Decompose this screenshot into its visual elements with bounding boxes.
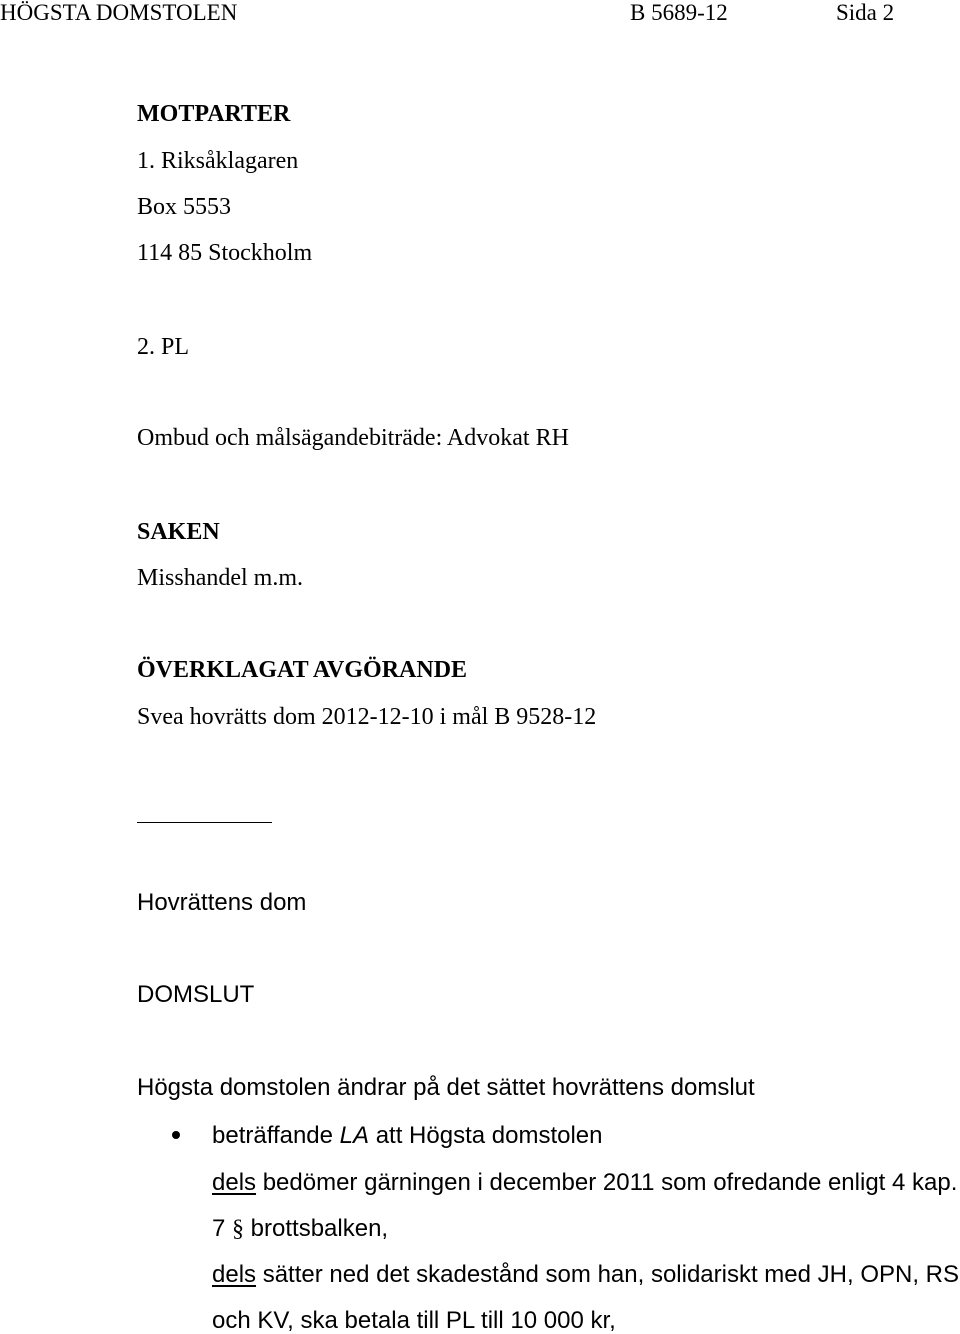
section-sign: § bbox=[232, 1216, 245, 1242]
bullet-icon bbox=[172, 1131, 180, 1139]
section-divider bbox=[137, 822, 272, 823]
ruling-bullet-item bbox=[212, 1124, 603, 1148]
dels-clause-2 bbox=[212, 1263, 959, 1287]
ruling-intro: Högsta domstolen ändrar på det sättet hovrättens domslut bbox=[137, 1074, 755, 1101]
overklagat-text: Svea hovrätts dom 2012-12-10 i mål B 9528-12 bbox=[137, 704, 597, 730]
dels-word: dels bbox=[212, 1261, 257, 1288]
hovratten-title: Hovrättens dom bbox=[137, 889, 307, 916]
statute-name: brottsbalken, bbox=[244, 1215, 389, 1242]
saken-heading: SAKEN bbox=[137, 519, 220, 545]
person-initials: LA bbox=[339, 1122, 370, 1149]
bullet-text-pre: beträffande bbox=[212, 1122, 340, 1149]
saken-text: Misshandel m.m. bbox=[137, 565, 303, 591]
overklagat-heading: ÖVERKLAGAT AVGÖRANDE bbox=[137, 657, 468, 683]
party1-address-line2: 114 85 Stockholm bbox=[137, 240, 313, 266]
party1-address-line1: Box 5553 bbox=[137, 194, 232, 220]
party2-counsel: Ombud och målsägandebiträde: Advokat RH bbox=[137, 425, 569, 451]
dels-clause-1-continued bbox=[212, 1217, 388, 1241]
party2-name: 2. PL bbox=[137, 334, 190, 360]
dels-clause-2-continued: och KV, ska betala till PL till 10 000 kr, bbox=[212, 1307, 616, 1334]
chapter-number: 7 bbox=[212, 1215, 233, 1242]
dels-clause-1 bbox=[212, 1171, 957, 1195]
bullet-text-post: att Högsta domstolen bbox=[369, 1122, 603, 1149]
domslut-heading: DOMSLUT bbox=[137, 981, 255, 1008]
dels-clause-text: sätter ned det skadestånd som han, solidariskt med JH, OPN, RS bbox=[256, 1261, 960, 1288]
page-number: Sida 2 bbox=[836, 0, 895, 25]
case-number: B 5689-12 bbox=[630, 0, 728, 25]
dels-clause-text: bedömer gärningen i december 2011 som ofredande enligt 4 kap. bbox=[256, 1169, 958, 1196]
dels-word: dels bbox=[212, 1169, 257, 1196]
party1-name: 1. Riksåklagaren bbox=[137, 148, 299, 174]
court-name: HÖGSTA DOMSTOLEN bbox=[0, 0, 238, 25]
motparter-heading: MOTPARTER bbox=[137, 101, 291, 127]
